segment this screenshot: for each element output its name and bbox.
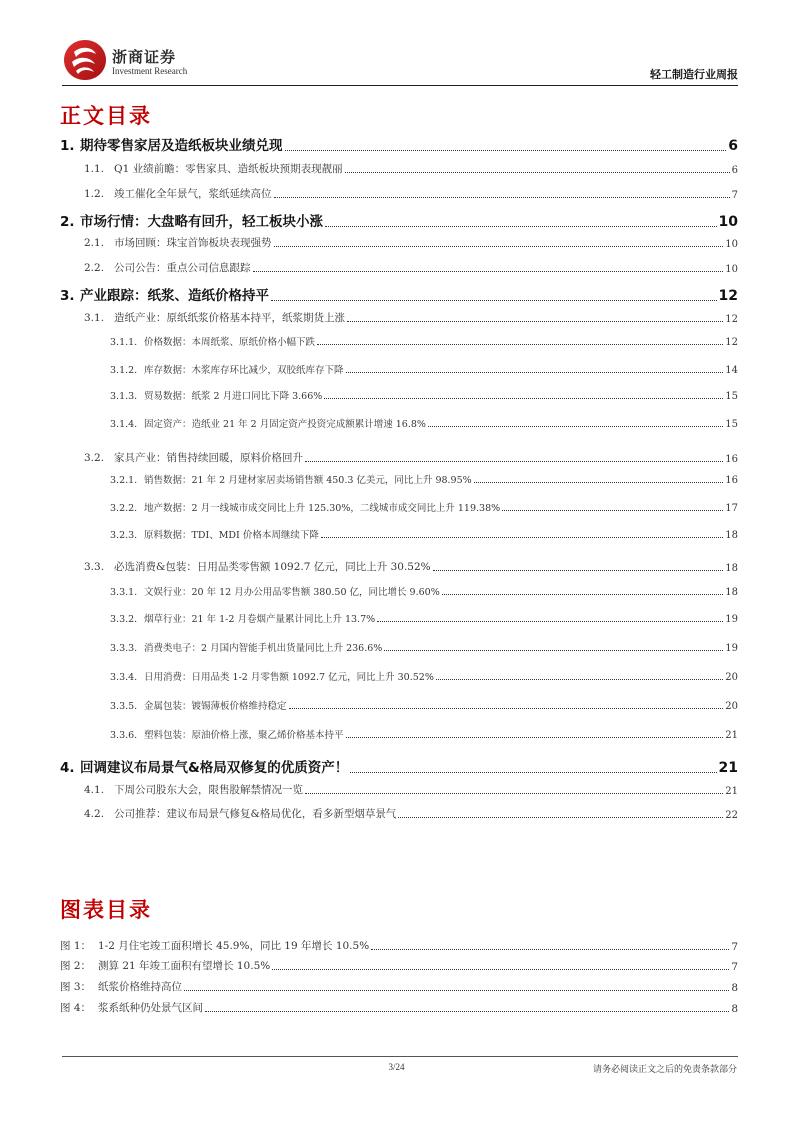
toc-entry-page: 17 bbox=[725, 503, 738, 514]
toc-entry-number: 3.3.3. bbox=[110, 643, 138, 654]
toc-entry-text: 金属包装：镀锡薄板价格维持稳定 bbox=[144, 701, 287, 712]
toc-entry-text: 烟草行业：21 年 1-2 月卷烟产量累计同比上升 13.7% bbox=[144, 614, 376, 625]
toc-entry-label bbox=[110, 416, 426, 430]
toc-entry[interactable] bbox=[60, 756, 738, 776]
toc-entry-number: 3.3.4. bbox=[110, 672, 138, 683]
toc-entry-text: 下周公司股东大会，限售股解禁情况一览 bbox=[114, 784, 303, 796]
toc-entry-page: 12 bbox=[725, 337, 738, 348]
toc-entry-page: 12 bbox=[725, 314, 738, 325]
toc-entry-number: 4.1. bbox=[84, 784, 105, 796]
toc-entry-page: 21 bbox=[725, 786, 738, 797]
report-type: 轻工制造行业周报 bbox=[650, 68, 738, 81]
toc-entry[interactable] bbox=[60, 782, 738, 797]
toc-entry-number: 3.3.5. bbox=[110, 701, 138, 712]
toc-entry-label bbox=[110, 669, 434, 683]
dot-leader bbox=[398, 817, 723, 818]
toc-entry-text: 消费类电子：2 月国内智能手机出货量同比上升 236.6% bbox=[144, 643, 383, 654]
toc-entry-label bbox=[84, 260, 251, 275]
dot-leader bbox=[346, 372, 724, 373]
toc-entry-label bbox=[84, 559, 431, 574]
toc-entry-label bbox=[60, 756, 348, 776]
toc-entry-page: 16 bbox=[725, 475, 738, 486]
toc-entry-label bbox=[110, 698, 287, 712]
dot-leader bbox=[350, 772, 716, 773]
toc-entry[interactable] bbox=[60, 161, 738, 176]
dot-leader bbox=[205, 1011, 729, 1012]
toc-entry-label bbox=[60, 210, 323, 230]
toc-entry-label bbox=[110, 584, 440, 598]
toc-entry-number: 4. bbox=[60, 760, 75, 776]
toc-entry[interactable] bbox=[60, 362, 738, 376]
toc-entry[interactable] bbox=[60, 584, 738, 598]
toc-entry-text: 测算 21 年竣工面积有望增长 10.5% bbox=[98, 960, 271, 972]
toc-entry-number: 3.2.3. bbox=[110, 530, 138, 541]
toc-entry-number: 3.3.2. bbox=[110, 614, 138, 625]
toc-entry-page: 18 bbox=[725, 587, 738, 598]
dot-leader bbox=[325, 226, 717, 227]
toc-entry-text: 产业跟踪：纸浆、造纸价格持平 bbox=[80, 288, 269, 304]
toc-entry-page: 10 bbox=[718, 214, 738, 230]
toc-entry-label bbox=[60, 284, 269, 304]
toc-entry-label bbox=[110, 640, 382, 654]
disclaimer: 请务必阅读正文之后的免责条款部分 bbox=[592, 1065, 737, 1075]
toc-entry-text: 公司公告：重点公司信息跟踪 bbox=[114, 262, 251, 274]
dot-leader bbox=[184, 990, 729, 991]
toc-entry-number: 2.1. bbox=[84, 237, 105, 249]
toc-entry[interactable] bbox=[60, 260, 738, 275]
toc-entry-page: 12 bbox=[718, 288, 738, 304]
toc-entry-text: 价格数据：本周纸浆、原纸价格小幅下跌 bbox=[144, 337, 316, 348]
toc-entry-text: 公司推荐：建议布局景气修复&格局优化，看多新型烟草景气 bbox=[114, 808, 397, 820]
header-divider bbox=[62, 85, 738, 86]
dot-leader bbox=[442, 594, 724, 595]
toc-entry-text: 必选消费&包装：日用品类零售额 1092.7 亿元，同比上升 30.52% bbox=[114, 561, 431, 573]
toc-entry-page: 18 bbox=[725, 530, 738, 541]
toc-entry-label bbox=[84, 782, 303, 797]
toc-entry-page: 10 bbox=[725, 239, 738, 250]
toc-entry-text: 回调建议布局景气&格局双修复的优质资产！ bbox=[80, 760, 349, 776]
toc-entry[interactable] bbox=[60, 806, 738, 821]
dot-leader bbox=[502, 510, 723, 511]
toc-entry-text: 市场回顾：珠宝首饰板块表现强势 bbox=[114, 237, 272, 249]
toc-entry[interactable] bbox=[60, 334, 738, 348]
dot-leader bbox=[384, 650, 723, 651]
toc-entry[interactable] bbox=[60, 669, 738, 683]
toc-entry-label bbox=[110, 527, 319, 541]
toc-entry[interactable] bbox=[60, 284, 738, 304]
toc-entry-number: 3. bbox=[60, 288, 75, 304]
toc-entry-text: Q1 业绩前瞻：零售家具、造纸板块预期表现靓丽 bbox=[114, 163, 343, 175]
toc-entry-text: 浆系纸种仍处景气区间 bbox=[98, 1002, 203, 1014]
dot-leader bbox=[371, 949, 729, 950]
toc-entry-text: 文娱行业：20 年 12 月办公用品零售额 380.50 亿，同比增长 9.60% bbox=[144, 587, 440, 598]
toc-entry-page: 21 bbox=[718, 760, 738, 776]
toc-entry-label bbox=[110, 727, 344, 741]
toc-entry-page: 15 bbox=[725, 391, 738, 402]
company-name-en: Investment Research bbox=[112, 66, 188, 76]
toc-entry-label bbox=[110, 388, 322, 402]
toc-entry-page: 8 bbox=[731, 982, 738, 994]
dot-leader bbox=[474, 482, 724, 483]
toc-entry-page: 18 bbox=[725, 563, 738, 574]
dot-leader bbox=[436, 679, 723, 680]
toc-entry[interactable] bbox=[60, 416, 738, 430]
dot-leader bbox=[433, 570, 724, 571]
toc-entry-label bbox=[110, 500, 500, 514]
toc-entry-text: 固定资产：造纸业 21 年 2 月固定资产投资完成额累计增速 16.8% bbox=[144, 419, 426, 430]
toc-entry[interactable] bbox=[60, 527, 738, 541]
toc-entry-number: 3.3.1. bbox=[110, 587, 138, 598]
toc-entry-page: 16 bbox=[725, 454, 738, 465]
toc-entry-text: 日用消费：日用品类 1-2 月零售额 1092.7 亿元，同比上升 30.52% bbox=[144, 672, 434, 683]
dot-leader bbox=[345, 172, 730, 173]
toc-entry[interactable] bbox=[60, 559, 738, 574]
toc-entry-label bbox=[84, 310, 345, 325]
toc-entry-text: 市场行情：大盘略有回升，轻工板块小涨 bbox=[80, 214, 323, 230]
toc-entry-number: 3.2.2. bbox=[110, 503, 138, 514]
toc-entry-label bbox=[110, 334, 315, 348]
toc-entry-number: 3.3. bbox=[84, 561, 105, 573]
dot-leader bbox=[271, 300, 717, 301]
toc-entry-page: 6 bbox=[728, 138, 738, 154]
toc-entry-label bbox=[84, 186, 272, 201]
figure-entry[interactable] bbox=[60, 979, 738, 994]
toc-entry-label bbox=[84, 806, 396, 821]
toc-entry-label bbox=[60, 938, 369, 953]
dot-leader bbox=[346, 737, 724, 738]
toc-entry-page: 20 bbox=[725, 672, 738, 683]
dot-leader bbox=[274, 197, 730, 198]
toc-entry-page: 8 bbox=[731, 1003, 738, 1015]
dot-leader bbox=[289, 708, 724, 709]
toc-entry-text: 造纸产业：原纸纸浆价格基本持平，纸浆期货上涨 bbox=[114, 312, 345, 324]
toc-entry-page: 14 bbox=[725, 365, 738, 376]
toc-entry-number: 1.1. bbox=[84, 163, 105, 175]
toc-entry-text: 竣工催化全年景气，浆纸延续高位 bbox=[114, 188, 272, 200]
dot-leader bbox=[377, 621, 723, 622]
toc-entry-label bbox=[60, 134, 283, 154]
toc-entry-text: 塑料包装：原油价格上涨，聚乙烯价格基本持平 bbox=[144, 730, 344, 741]
toc-entry-number: 2. bbox=[60, 214, 75, 230]
toc-entry[interactable] bbox=[60, 727, 738, 741]
figures-title: 图表目录 bbox=[60, 898, 152, 922]
company-name-cn: 浙商证券 bbox=[112, 48, 177, 66]
toc-entry-number: 图 3： bbox=[60, 981, 92, 993]
dot-leader bbox=[428, 426, 723, 427]
toc-entry-number: 图 4： bbox=[60, 1002, 92, 1014]
toc-entry-text: 销售数据：21 年 2 月建材家居卖场销售额 450.3 亿美元，同比上升 98.95% bbox=[144, 475, 472, 486]
toc-entry-page: 15 bbox=[725, 419, 738, 430]
toc-entry-text: 原料数据：TDI、MDI 价格本周继续下降 bbox=[144, 530, 319, 541]
toc-entry-number: 图 1： bbox=[60, 940, 92, 952]
dot-leader bbox=[324, 398, 723, 399]
toc-entry-number: 2.2. bbox=[84, 262, 105, 274]
toc-entry-number: 3.3.6. bbox=[110, 730, 138, 741]
toc-entry[interactable] bbox=[60, 388, 738, 402]
toc-entry[interactable] bbox=[60, 472, 738, 486]
toc-entry-text: 纸浆价格维持高位 bbox=[98, 981, 182, 993]
dot-leader bbox=[347, 321, 723, 322]
toc-entry-page: 7 bbox=[731, 190, 738, 201]
toc-entry-label bbox=[60, 979, 182, 994]
toc-entry-page: 22 bbox=[725, 810, 738, 821]
company-logo-icon bbox=[62, 38, 108, 82]
toc-entry[interactable] bbox=[60, 235, 738, 250]
toc-entry-page: 19 bbox=[725, 614, 738, 625]
toc-entry-number: 3.1.3. bbox=[110, 391, 138, 402]
dot-leader bbox=[317, 344, 723, 345]
toc-entry-page: 20 bbox=[725, 701, 738, 712]
toc-entry-text: 期待零售家居及造纸板块业绩兑现 bbox=[80, 138, 283, 154]
toc-entry-text: 库存数据：木浆库存环比减少，双胶纸库存下降 bbox=[144, 365, 344, 376]
page-number: 3/24 bbox=[388, 1062, 405, 1072]
toc-entry-number: 1.2. bbox=[84, 188, 105, 200]
toc-entry-number: 3.1. bbox=[84, 312, 105, 324]
dot-leader bbox=[285, 150, 727, 151]
toc-entry-label bbox=[84, 235, 272, 250]
toc-entry-label bbox=[84, 450, 303, 465]
toc-entry-label bbox=[110, 611, 375, 625]
dot-leader bbox=[274, 246, 724, 247]
toc-entry-label bbox=[110, 362, 344, 376]
toc-entry-number: 3.2.1. bbox=[110, 475, 138, 486]
toc-entry-number: 1. bbox=[60, 138, 75, 154]
toc-entry-page: 7 bbox=[731, 961, 738, 973]
toc-entry-number: 3.1.2. bbox=[110, 365, 138, 376]
dot-leader bbox=[253, 271, 724, 272]
toc-entry[interactable] bbox=[60, 310, 738, 325]
toc-entry-number: 3.1.1. bbox=[110, 337, 138, 348]
toc-entry[interactable] bbox=[60, 210, 738, 230]
toc-entry[interactable] bbox=[60, 500, 738, 514]
toc-entry-page: 19 bbox=[725, 643, 738, 654]
dot-leader bbox=[321, 537, 723, 538]
toc-entry[interactable] bbox=[60, 450, 738, 465]
page-header bbox=[62, 38, 738, 86]
toc-entry[interactable] bbox=[60, 611, 738, 625]
toc-entry-label bbox=[60, 1000, 203, 1015]
toc-entry[interactable] bbox=[60, 640, 738, 654]
toc-title: 正文目录 bbox=[60, 104, 152, 128]
footer-divider bbox=[62, 1056, 738, 1057]
toc-entry-label bbox=[60, 958, 270, 973]
toc-entry[interactable] bbox=[60, 698, 738, 712]
dot-leader bbox=[272, 969, 729, 970]
figure-entry[interactable] bbox=[60, 958, 738, 973]
toc-entry-number: 图 2： bbox=[60, 960, 92, 972]
toc-entry-number: 4.2. bbox=[84, 808, 105, 820]
toc-entry-number: 3.1.4. bbox=[110, 419, 138, 430]
dot-leader bbox=[305, 793, 723, 794]
toc-entry-text: 贸易数据：纸浆 2 月进口同比下降 3.66% bbox=[144, 391, 323, 402]
figure-entry[interactable] bbox=[60, 1000, 738, 1015]
toc-entry-text: 家具产业：销售持续回暖，原料价格回升 bbox=[114, 452, 303, 464]
toc-entry-text: 1-2 月住宅竣工面积增长 45.9%，同比 19 年增长 10.5% bbox=[98, 940, 370, 952]
toc-entry-label bbox=[84, 161, 343, 176]
toc-entry-number: 3.2. bbox=[84, 452, 105, 464]
dot-leader bbox=[305, 461, 723, 462]
toc-entry-page: 10 bbox=[725, 264, 738, 275]
toc-entry-page: 7 bbox=[731, 941, 738, 953]
toc-entry-page: 6 bbox=[731, 165, 738, 176]
toc-entry-page: 21 bbox=[725, 730, 738, 741]
toc-entry[interactable] bbox=[60, 186, 738, 201]
toc-entry-text: 地产数据：2 月一线城市成交同比上升 125.30%，二线城市成交同比上升 119.38% bbox=[144, 503, 501, 514]
toc-entry[interactable] bbox=[60, 134, 738, 154]
toc-entry-label bbox=[110, 472, 472, 486]
figure-entry[interactable] bbox=[60, 938, 738, 953]
